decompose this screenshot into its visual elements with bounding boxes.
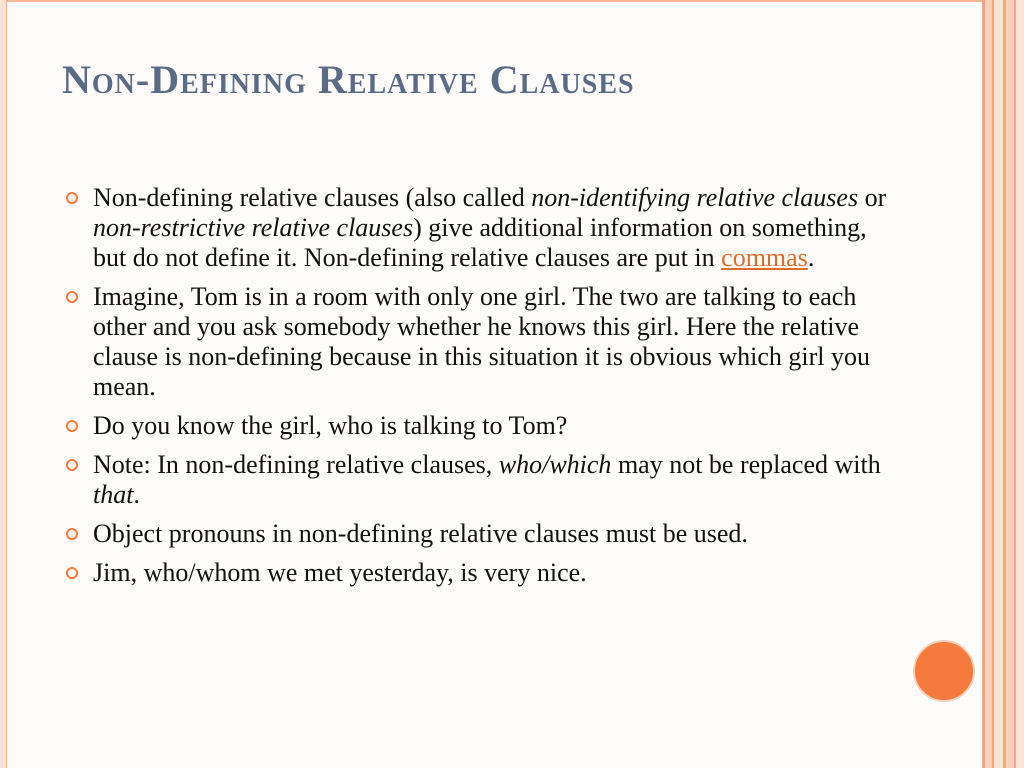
bullet-text: Object pronouns in non-defining relative clauses must be used. (93, 519, 748, 548)
ring-bullet-icon (66, 192, 78, 204)
ring-bullet-icon (66, 528, 78, 540)
bullet-item (64, 282, 894, 402)
commas-link[interactable]: commas (721, 243, 808, 272)
bullet-text: may not be replaced with (611, 450, 881, 479)
stripe (1016, 0, 1024, 768)
ring-bullet-icon (66, 291, 78, 303)
stripe (1006, 0, 1014, 768)
stripe (985, 0, 992, 768)
slide-title: Non-Defining Relative Clauses (62, 57, 635, 102)
bullet-item (64, 519, 894, 549)
italic-term: non-restrictive relative clauses (93, 213, 414, 242)
bullet-text: or (858, 183, 887, 212)
decorative-stripes (982, 0, 1024, 768)
bullet-text: Do you know the girl, who is talking to Tom? (93, 411, 568, 440)
bullet-text: ) give additional information on something, but do not define it. Non-defining relative clauses are put in (93, 213, 867, 272)
bullet-list (64, 183, 894, 597)
left-border (0, 0, 7, 768)
bullet-text: Jim, who/whom we met yesterday, is very nice. (93, 558, 587, 587)
orange-circle-decoration (913, 640, 975, 702)
italic-term: who/which (498, 450, 612, 479)
italic-term: non-identifying relative clauses (531, 183, 859, 212)
bullet-text: . (807, 243, 815, 272)
ring-bullet-icon (66, 567, 78, 579)
italic-term: that (93, 480, 134, 509)
bullet-item (64, 411, 894, 441)
ring-bullet-icon (66, 420, 78, 432)
bullet-item (64, 183, 894, 273)
bullet-item (64, 450, 894, 510)
ring-bullet-icon (66, 459, 78, 471)
bullet-text: Note: In non-defining relative clauses, (93, 450, 499, 479)
bullet-item (64, 558, 894, 588)
bullet-text: . (133, 480, 140, 509)
stripe (994, 0, 1003, 768)
bullet-text: Imagine, Tom is in a room with only one girl. The two are talking to each other and you ask somebody whether he knows this girl. Here the relative clause is non-defining because in this situation it is obvious which girl you mean. (93, 282, 871, 401)
bullet-text: Non-defining relative clauses (also called (93, 183, 532, 212)
